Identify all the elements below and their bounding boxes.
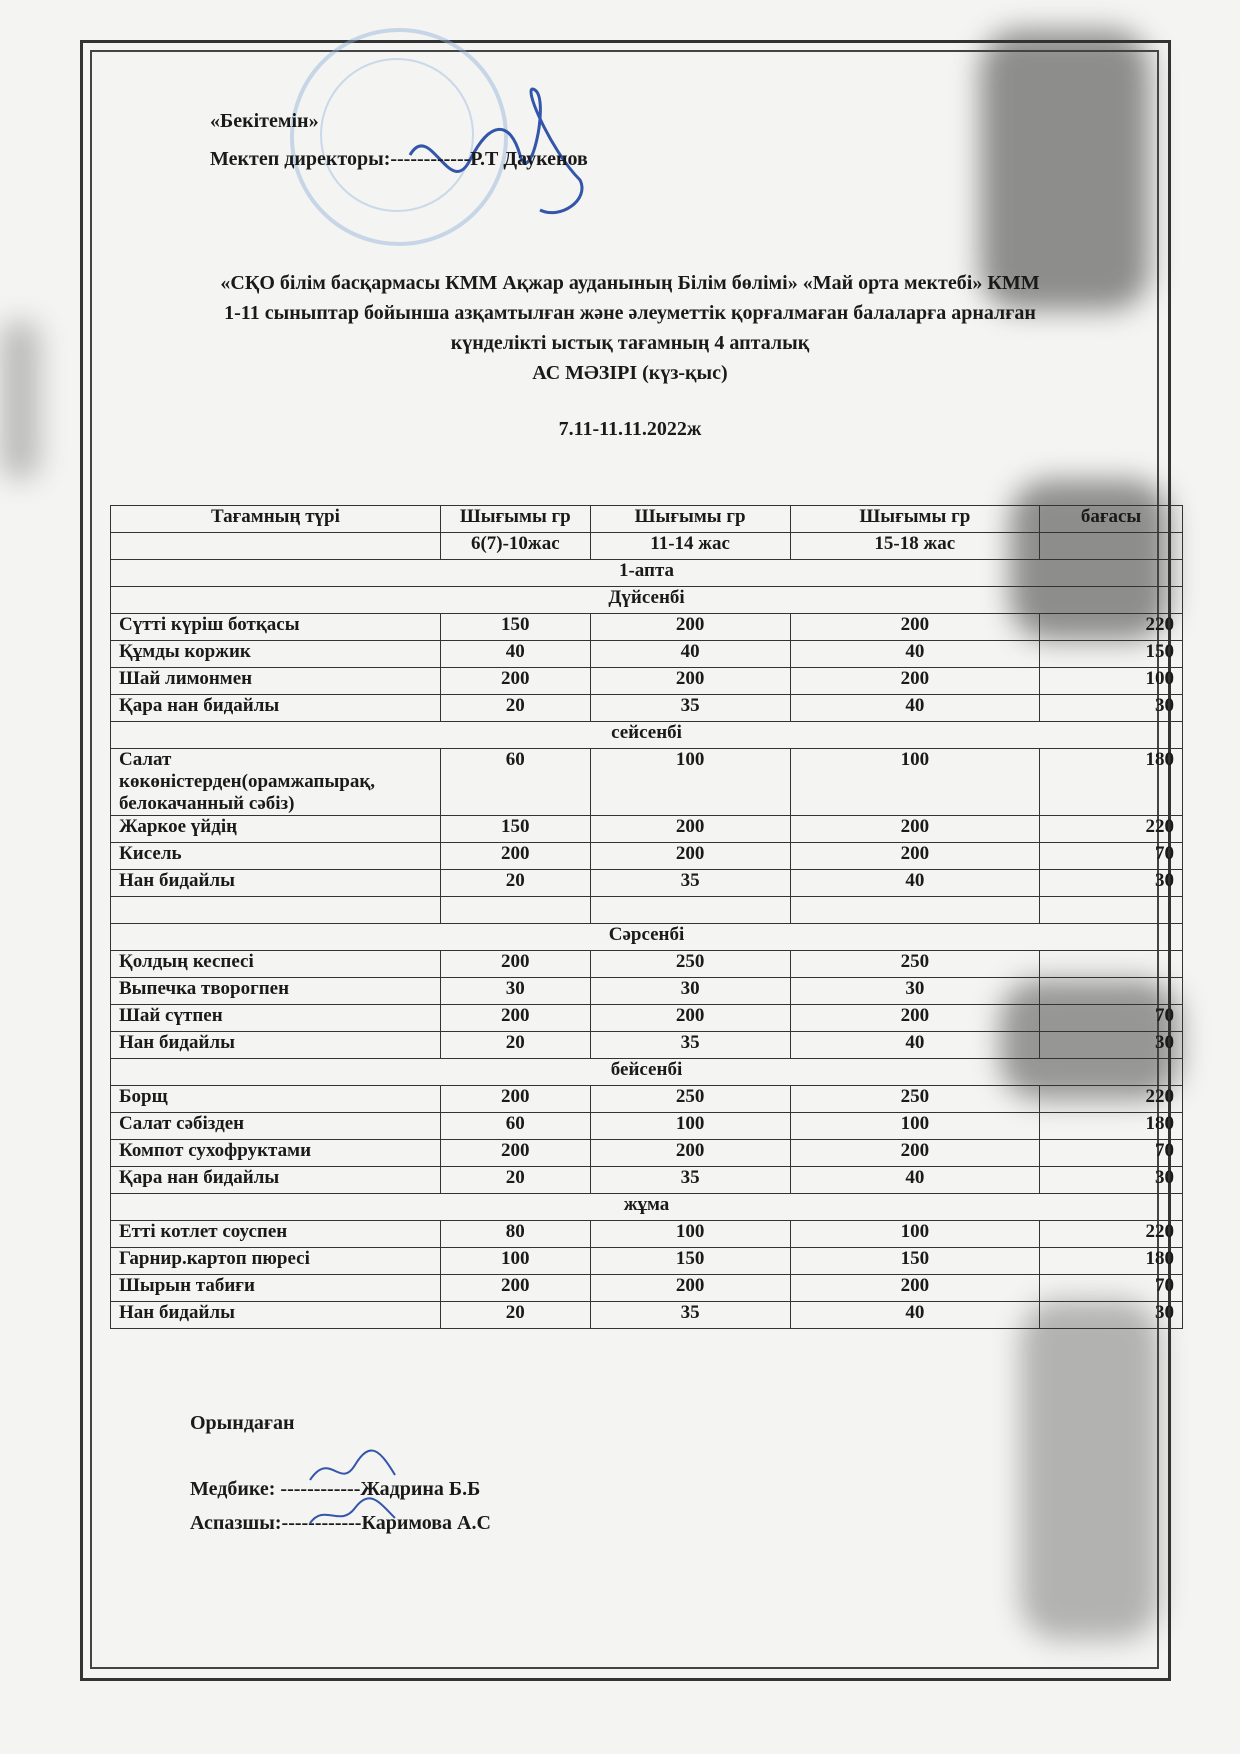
- portion-11-14: 200: [590, 816, 790, 843]
- dish-name: Етті котлет соуспен: [111, 1221, 441, 1248]
- portion-11-14: [590, 897, 790, 924]
- portion-6-10: 150: [440, 816, 590, 843]
- dish-name: Салат сәбізден: [111, 1113, 441, 1140]
- header-cell: Шығымы гр: [440, 506, 590, 533]
- portion-15-18: 40: [790, 641, 1040, 668]
- portion-6-10: 200: [440, 1140, 590, 1167]
- day-label: Дүйсенбі: [111, 587, 1183, 614]
- portion-11-14: 250: [590, 951, 790, 978]
- table-header-row: [111, 506, 1183, 533]
- subheader-cell: [111, 533, 441, 560]
- dish-name: Қара нан бидайлы: [111, 1167, 441, 1194]
- dish-name: Құмды коржик: [111, 641, 441, 668]
- subheader-cell: 15-18 жас: [790, 533, 1040, 560]
- subheader-cell: 6(7)-10жас: [440, 533, 590, 560]
- portion-15-18: 200: [790, 816, 1040, 843]
- dish-name: Сүтті күріш ботқасы: [111, 614, 441, 641]
- nurse-line: Медбике: ------------Жадрина Б.Б: [190, 1478, 481, 1500]
- portion-11-14: 150: [590, 1248, 790, 1275]
- portion-15-18: 250: [790, 951, 1040, 978]
- price: 70: [1040, 1140, 1183, 1167]
- prepared-label: Орындаған: [190, 1412, 295, 1434]
- portion-11-14: 35: [590, 1032, 790, 1059]
- portion-15-18: 40: [790, 1032, 1040, 1059]
- dish-name: Жаркое үйдің: [111, 816, 441, 843]
- portion-6-10: 200: [440, 843, 590, 870]
- price: 150: [1040, 641, 1183, 668]
- week-row: [111, 560, 1183, 587]
- portion-15-18: 40: [790, 695, 1040, 722]
- portion-15-18: 250: [790, 1086, 1040, 1113]
- table-row: [111, 897, 1183, 924]
- table-row: [111, 614, 1183, 641]
- day-row: [111, 722, 1183, 749]
- table-row: [111, 978, 1183, 1005]
- heading-date: 7.11-11.11.2022ж: [558, 418, 702, 440]
- table-row: [111, 1248, 1183, 1275]
- portion-6-10: 200: [440, 1086, 590, 1113]
- price: 100: [1040, 668, 1183, 695]
- cook-signature: [300, 1488, 410, 1538]
- portion-6-10: 20: [440, 695, 590, 722]
- price: [1040, 978, 1183, 1005]
- table-row: [111, 1302, 1183, 1329]
- portion-11-14: 250: [590, 1086, 790, 1113]
- portion-11-14: 200: [590, 843, 790, 870]
- portion-15-18: 200: [790, 1005, 1040, 1032]
- portion-15-18: 40: [790, 870, 1040, 897]
- table-row: [111, 641, 1183, 668]
- table-row: [111, 951, 1183, 978]
- portion-11-14: 100: [590, 1113, 790, 1140]
- dish-name: Салат көкөністерден(орамжапырақ, белокачанный сәбіз): [111, 749, 441, 816]
- portion-15-18: [790, 897, 1040, 924]
- portion-15-18: 150: [790, 1248, 1040, 1275]
- price: [1040, 897, 1183, 924]
- dish-name: Компот сухофруктами: [111, 1140, 441, 1167]
- dish-name: Шай лимонмен: [111, 668, 441, 695]
- portion-11-14: 200: [590, 668, 790, 695]
- table-row: [111, 1275, 1183, 1302]
- dish-name: Выпечка творогпен: [111, 978, 441, 1005]
- portion-15-18: 100: [790, 1113, 1040, 1140]
- cook-line: Аспазшы:------------Каримова А.С: [190, 1512, 491, 1534]
- dish-name: Шай сүтпен: [111, 1005, 441, 1032]
- table-row: [111, 816, 1183, 843]
- heading-line-1: «СҚО білім басқармасы КММ Ақжар ауданының Білім бөлімі» «Май орта мектебі» КММ: [220, 272, 1040, 294]
- price: 180: [1040, 1248, 1183, 1275]
- portion-15-18: 30: [790, 978, 1040, 1005]
- portion-6-10: 200: [440, 1005, 590, 1032]
- day-row: [111, 924, 1183, 951]
- week-label: 1-апта: [111, 560, 1183, 587]
- director-line: Мектеп директоры:------------Р.Т Даукенов: [210, 148, 588, 170]
- table-row: [111, 843, 1183, 870]
- portion-6-10: 200: [440, 951, 590, 978]
- approval-title: «Бекітемін»: [210, 110, 319, 132]
- price: 70: [1040, 1275, 1183, 1302]
- price: 70: [1040, 1005, 1183, 1032]
- portion-15-18: 200: [790, 668, 1040, 695]
- portion-11-14: 35: [590, 1167, 790, 1194]
- portion-11-14: 35: [590, 695, 790, 722]
- heading-line-4: АС МӘЗІРІ (күз-қыс): [532, 362, 728, 384]
- price: 30: [1040, 1302, 1183, 1329]
- day-row: [111, 1194, 1183, 1221]
- portion-11-14: 40: [590, 641, 790, 668]
- table-row: [111, 749, 1183, 816]
- portion-6-10: 20: [440, 870, 590, 897]
- table-row: [111, 1032, 1183, 1059]
- portion-11-14: 200: [590, 1140, 790, 1167]
- day-row: [111, 1059, 1183, 1086]
- table-row: [111, 1086, 1183, 1113]
- portion-11-14: 35: [590, 870, 790, 897]
- director-signature: [400, 60, 600, 230]
- table-row: [111, 668, 1183, 695]
- portion-6-10: 200: [440, 1275, 590, 1302]
- portion-11-14: 200: [590, 614, 790, 641]
- price: 220: [1040, 1086, 1183, 1113]
- scan-smudge: [0, 320, 40, 480]
- portion-11-14: 200: [590, 1275, 790, 1302]
- portion-6-10: 20: [440, 1032, 590, 1059]
- day-label: сейсенбі: [111, 722, 1183, 749]
- price: 30: [1040, 1167, 1183, 1194]
- price: 180: [1040, 1113, 1183, 1140]
- price: 220: [1040, 816, 1183, 843]
- table-row: [111, 870, 1183, 897]
- portion-15-18: 200: [790, 1275, 1040, 1302]
- dish-name: Шырын табиғи: [111, 1275, 441, 1302]
- dish-name: Нан бидайлы: [111, 870, 441, 897]
- day-label: жұма: [111, 1194, 1183, 1221]
- price: 30: [1040, 1032, 1183, 1059]
- table-row: [111, 1167, 1183, 1194]
- portion-15-18: 100: [790, 1221, 1040, 1248]
- portion-11-14: 35: [590, 1302, 790, 1329]
- portion-6-10: 80: [440, 1221, 590, 1248]
- dish-name: Қара нан бидайлы: [111, 695, 441, 722]
- portion-11-14: 200: [590, 1005, 790, 1032]
- portion-11-14: 100: [590, 1221, 790, 1248]
- subheader-cell: [1040, 533, 1183, 560]
- table-row: [111, 1113, 1183, 1140]
- dish-name: Кисель: [111, 843, 441, 870]
- table-subheader-row: [111, 533, 1183, 560]
- price: 30: [1040, 870, 1183, 897]
- portion-6-10: [440, 897, 590, 924]
- dish-name: Нан бидайлы: [111, 1032, 441, 1059]
- price: 70: [1040, 843, 1183, 870]
- portion-6-10: 20: [440, 1302, 590, 1329]
- price: 180: [1040, 749, 1183, 816]
- dish-name: Борщ: [111, 1086, 441, 1113]
- dish-name: Нан бидайлы: [111, 1302, 441, 1329]
- price: [1040, 951, 1183, 978]
- dish-name: [111, 897, 441, 924]
- portion-11-14: 100: [590, 749, 790, 816]
- table-row: [111, 1140, 1183, 1167]
- portion-6-10: 60: [440, 749, 590, 816]
- menu-table: [110, 505, 1183, 1329]
- price: 30: [1040, 695, 1183, 722]
- table-row: [111, 1005, 1183, 1032]
- portion-11-14: 30: [590, 978, 790, 1005]
- day-label: бейсенбі: [111, 1059, 1183, 1086]
- portion-6-10: 60: [440, 1113, 590, 1140]
- table-row: [111, 1221, 1183, 1248]
- day-row: [111, 587, 1183, 614]
- portion-15-18: 200: [790, 843, 1040, 870]
- heading-line-3: күнделікті ыстық тағамның 4 апталық: [450, 332, 810, 354]
- portion-6-10: 30: [440, 978, 590, 1005]
- portion-15-18: 40: [790, 1302, 1040, 1329]
- portion-6-10: 200: [440, 668, 590, 695]
- day-label: Сәрсенбі: [111, 924, 1183, 951]
- header-cell: бағасы: [1040, 506, 1183, 533]
- price: 220: [1040, 614, 1183, 641]
- portion-6-10: 20: [440, 1167, 590, 1194]
- subheader-cell: 11-14 жас: [590, 533, 790, 560]
- dish-name: Гарнир.картоп пюресі: [111, 1248, 441, 1275]
- portion-6-10: 100: [440, 1248, 590, 1275]
- table-row: [111, 695, 1183, 722]
- portion-15-18: 200: [790, 614, 1040, 641]
- portion-15-18: 200: [790, 1140, 1040, 1167]
- portion-6-10: 150: [440, 614, 590, 641]
- portion-15-18: 40: [790, 1167, 1040, 1194]
- portion-6-10: 40: [440, 641, 590, 668]
- header-cell: Тағамның түрі: [111, 506, 441, 533]
- dish-name: Қолдың кеспесі: [111, 951, 441, 978]
- price: 220: [1040, 1221, 1183, 1248]
- header-cell: Шығымы гр: [790, 506, 1040, 533]
- heading-line-2: 1-11 сыныптар бойынша азқамтылған және әлеуметтік қорғалмаған балаларға арналған: [224, 302, 1036, 324]
- portion-15-18: 100: [790, 749, 1040, 816]
- header-cell: Шығымы гр: [590, 506, 790, 533]
